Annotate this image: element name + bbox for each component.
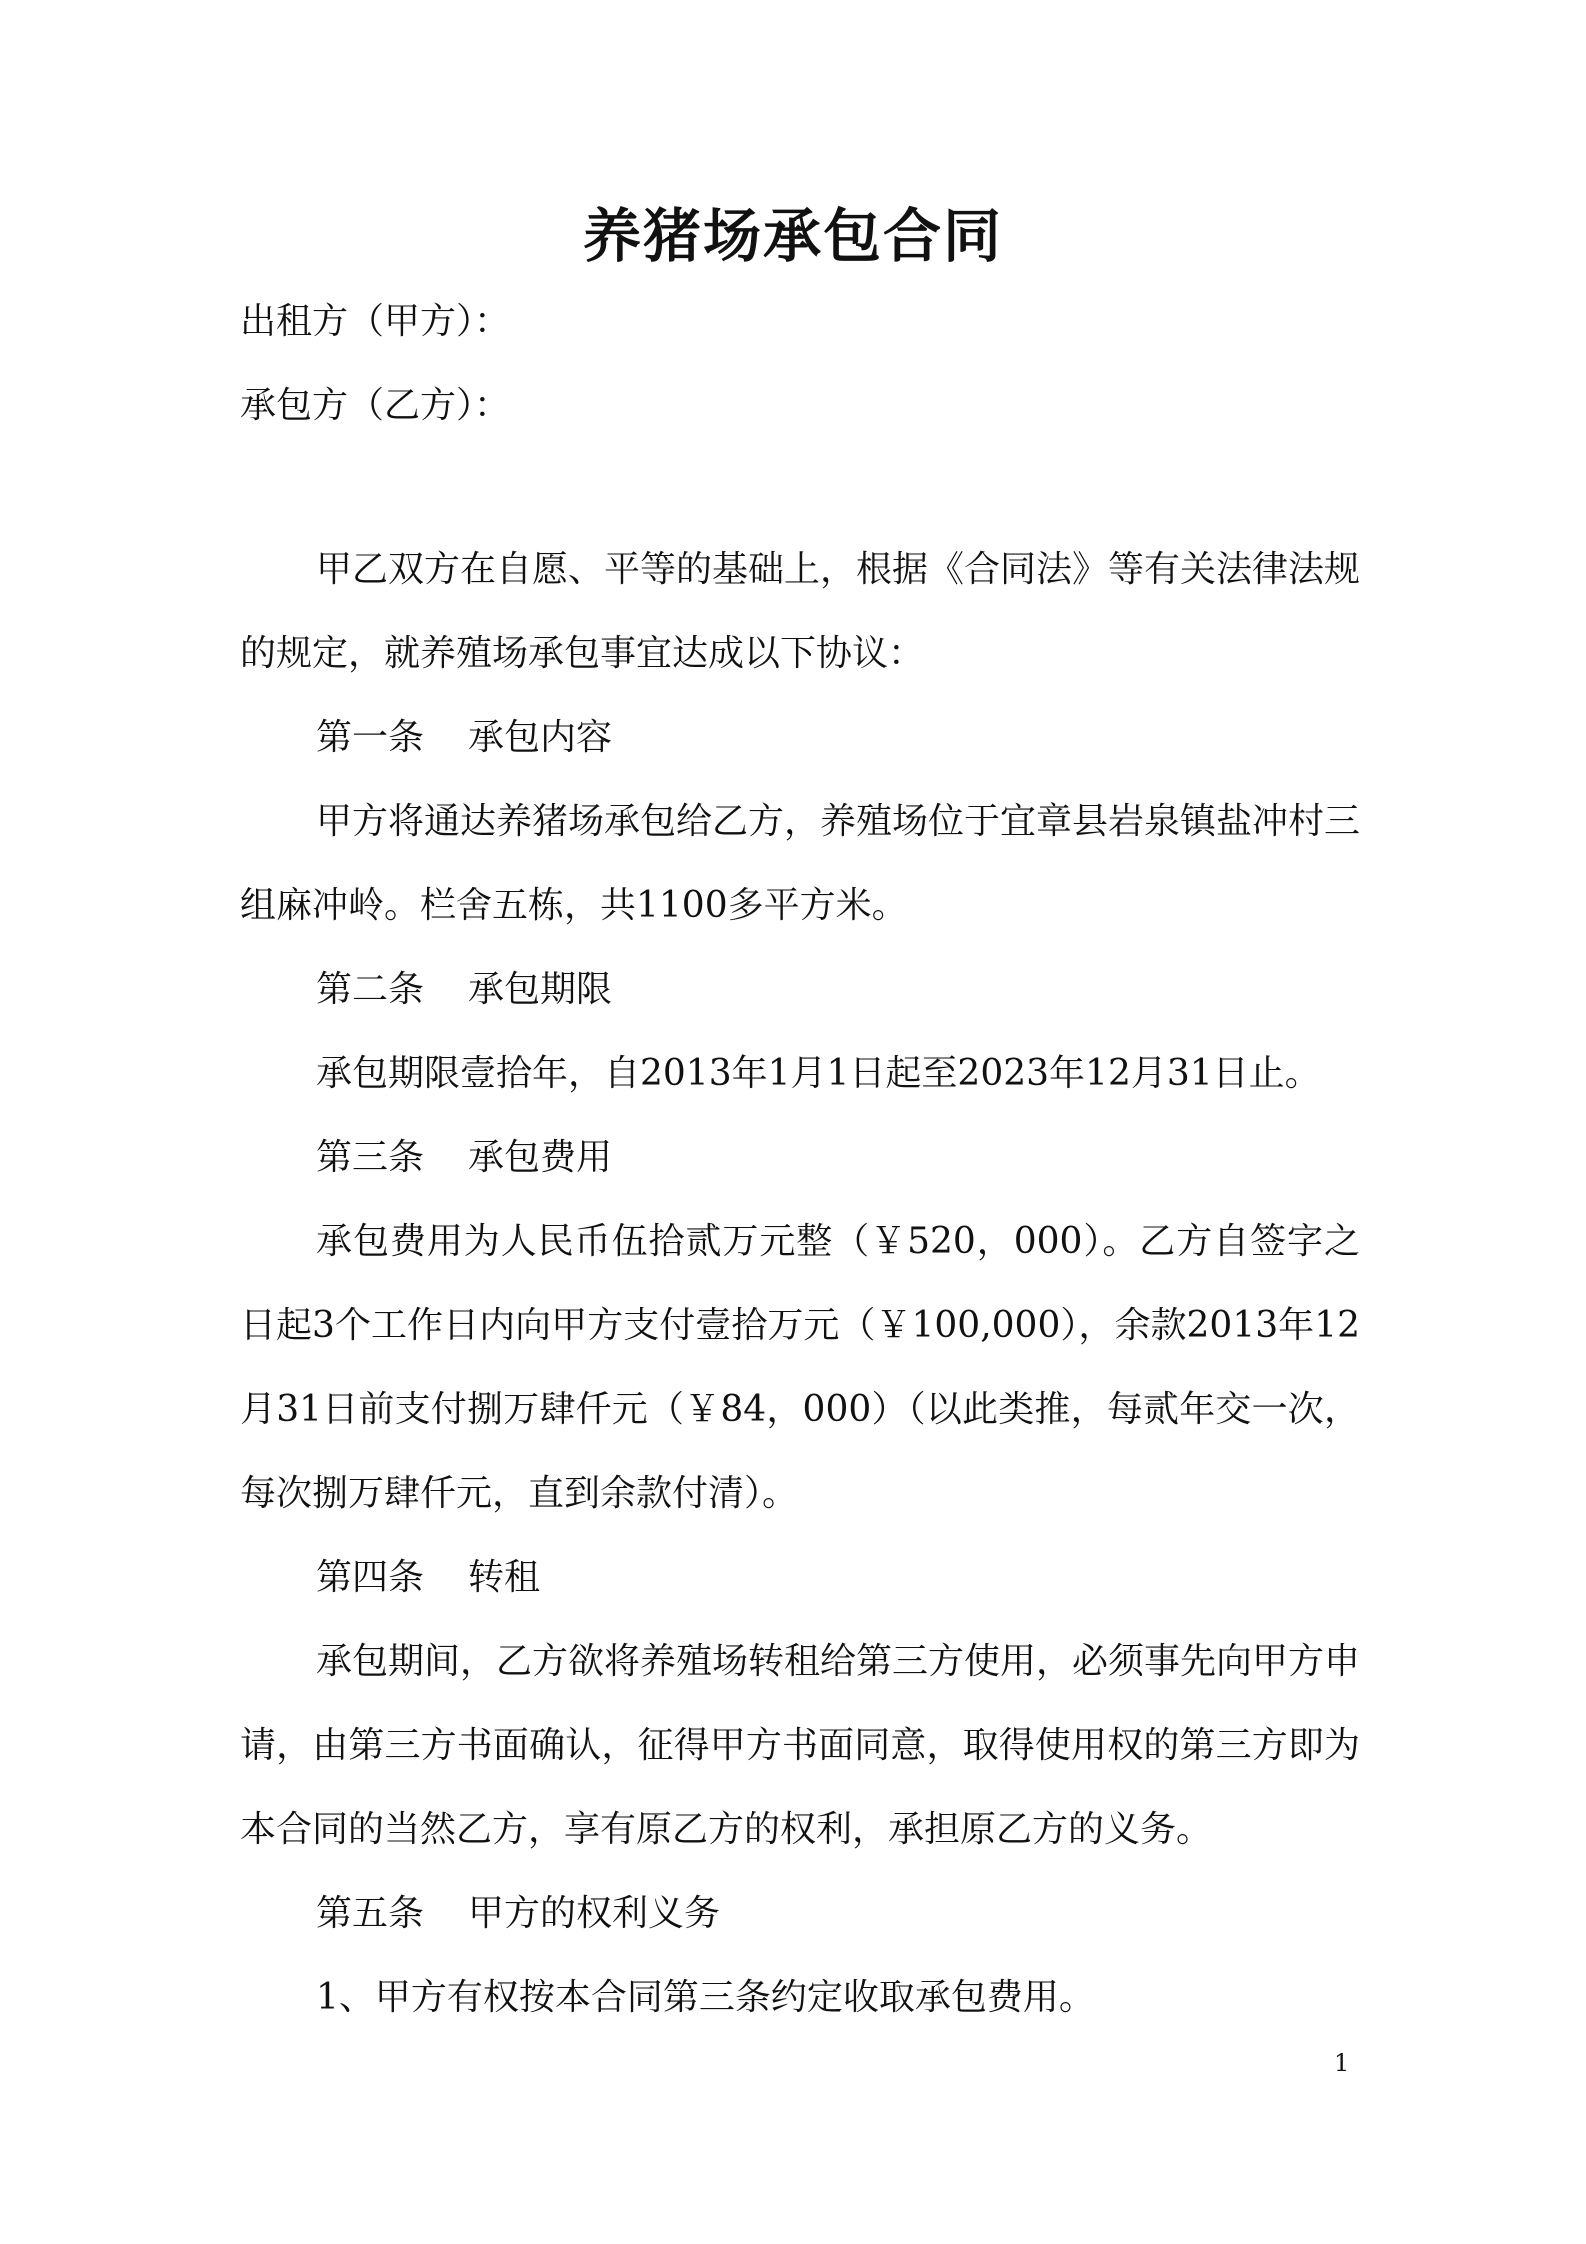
article-number: 第二条 [316, 969, 425, 1010]
article-heading-4 [240, 1536, 1360, 1620]
article-paragraph: 甲方将通达养猪场承包给乙方，养殖场位于宜章县岩泉镇盐冲村三组麻冲岭。栏舍五栋，共1100多平方米。 [240, 801, 1361, 926]
article-title: 甲方的权利义务 [468, 1893, 721, 1934]
article-title: 承包期限 [468, 969, 613, 1010]
article-heading-1 [240, 696, 1360, 780]
article-number: 第一条 [316, 717, 425, 758]
article-paragraph: 承包期限壹拾年，自2013年1月1日起至2023年12月31日止。 [316, 1053, 1321, 1094]
page-number: 1 [1334, 2049, 1350, 2077]
contract-body [240, 528, 1360, 2040]
intro-paragraph: 甲乙双方在自愿、平等的基础上，根据《合同法》等有关法律法规的规定，就养殖场承包事宜达成以下协议： [240, 549, 1361, 674]
article-title: 转租 [468, 1557, 541, 1598]
article-title: 承包内容 [468, 717, 613, 758]
article-paragraph: 承包费用为人民币伍拾贰万元整（￥520，000）。乙方自签字之日起3个工作日内向甲方支付壹拾万元（￥100,000），余款2013年12月31日前支付捌万肆仟元（￥84，000）（以此类推，每贰年交一次，每次捌万肆仟元，直到余款付清）。 [240, 1221, 1360, 1514]
article-paragraph: 承包期间，乙方欲将养殖场转租给第三方使用，必须事先向甲方申请，由第三方书面确认，征得甲方书面同意，取得使用权的第三方即为本合同的当然乙方，享有原乙方的权利，承担原乙方的义务。 [240, 1641, 1361, 1850]
article-paragraph: 1、甲方有权按本合同第三条约定收取承包费用。 [316, 1977, 1095, 2018]
article-title: 承包费用 [468, 1137, 613, 1178]
article-number: 第三条 [316, 1137, 425, 1178]
article-heading-2 [240, 948, 1360, 1032]
article-heading-3 [240, 1116, 1360, 1200]
document-title: 养猪场承包合同 [582, 202, 1003, 270]
article-heading-5 [240, 1872, 1360, 1956]
lessor-line: 出租方（甲方）： [240, 301, 511, 342]
article-number: 第五条 [316, 1893, 425, 1934]
lessee-line: 承包方（乙方）： [240, 385, 511, 426]
article-number: 第四条 [316, 1557, 425, 1598]
